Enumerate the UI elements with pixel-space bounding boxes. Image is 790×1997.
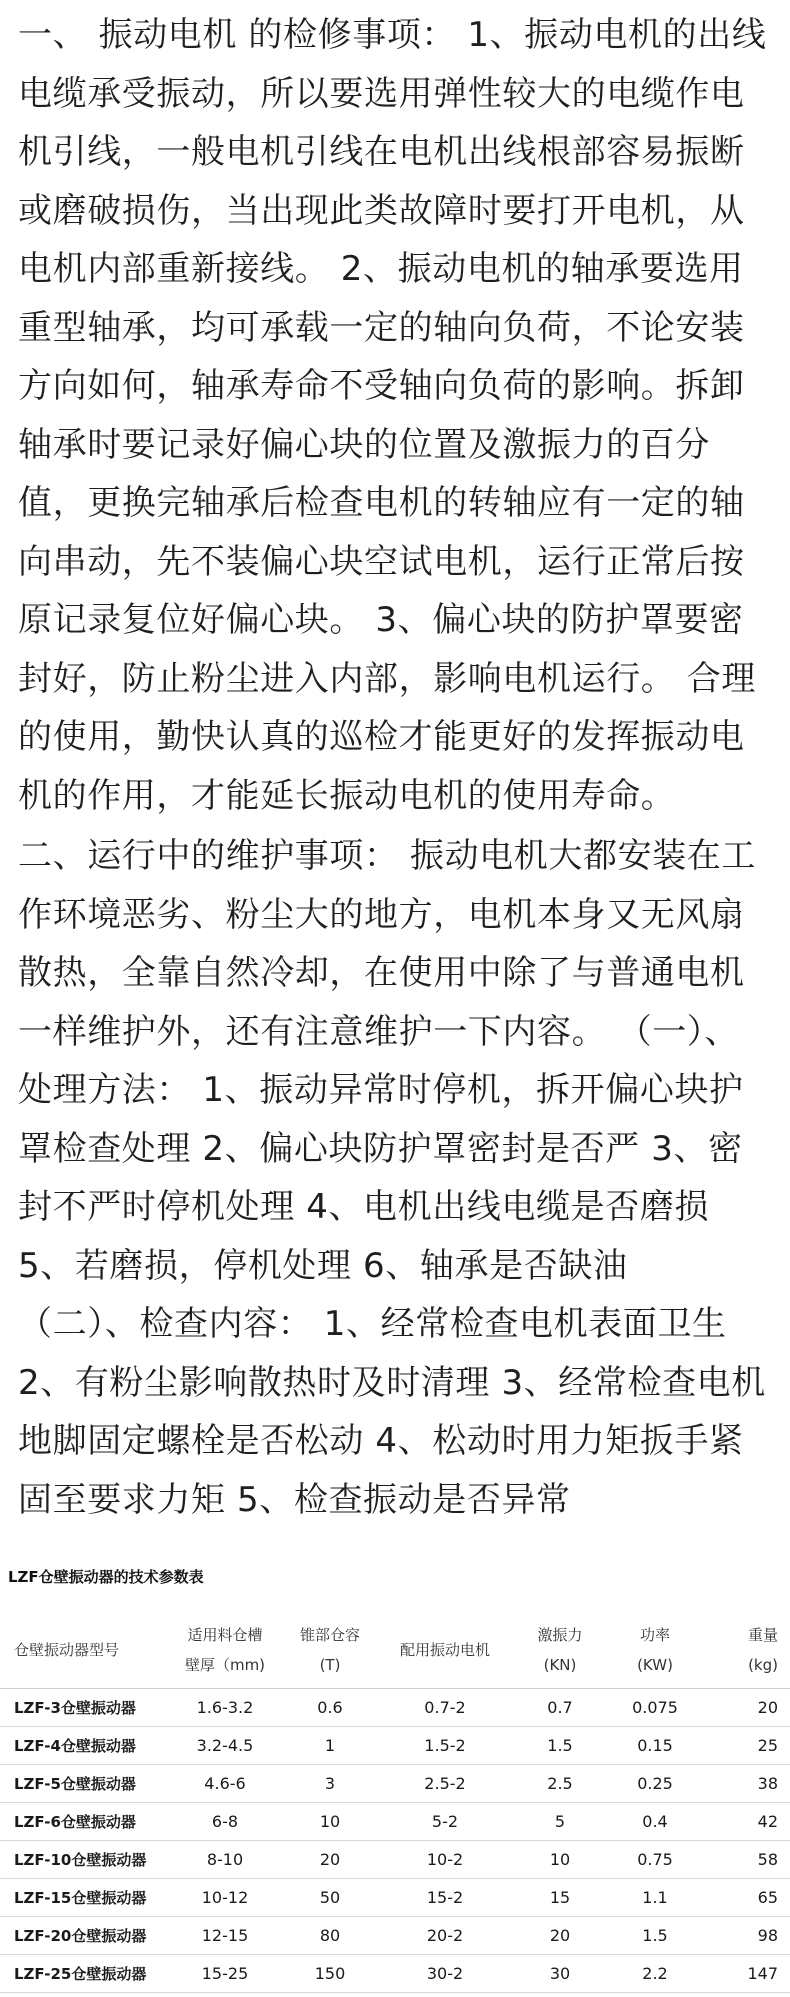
cell-weight: 38 <box>705 1765 790 1803</box>
header-force: 激振力 (KN) <box>515 1612 605 1689</box>
header-wall-thickness: 适用料仓槽 壁厚（mm) <box>165 1612 285 1689</box>
table-row <box>0 1803 790 1841</box>
cell-force: 0.7 <box>515 1689 605 1727</box>
paragraph-operation-maintenance: 二、运行中的维护事项： 振动电机大都安装在工作环境恶劣、粉尘大的地方，电机本身又无风扇散热，全靠自然冷却，在使用中除了与普通电机一样维护外，还有注意维护一下内容。 （一）、处理方法： 1、振动异常时停机，拆开偏心块护罩检查处理 2、偏心块防护罩密封是否严 3、密封不严时停机处理 4、电机出线电缆是否磨损 5、若磨损，停机处理 6、轴承是否缺油 <box>18 836 757 1286</box>
header-model: 仓壁振动器型号 <box>0 1612 165 1689</box>
table-row <box>0 1917 790 1955</box>
cell-capacity: 150 <box>285 1955 375 1993</box>
cell-power: 1.1 <box>605 1879 705 1917</box>
cell-model: LZF-20仓壁振动器 <box>0 1917 165 1955</box>
cell-capacity: 80 <box>285 1917 375 1955</box>
cell-force: 20 <box>515 1917 605 1955</box>
cell-thickness: 3.2-4.5 <box>165 1727 285 1765</box>
table-header-row <box>0 1612 790 1689</box>
cell-motor: 30-2 <box>375 1955 515 1993</box>
cell-force: 10 <box>515 1841 605 1879</box>
cell-capacity: 20 <box>285 1841 375 1879</box>
cell-force: 1.5 <box>515 1727 605 1765</box>
cell-capacity: 3 <box>285 1765 375 1803</box>
cell-capacity: 10 <box>285 1803 375 1841</box>
cell-power: 0.15 <box>605 1727 705 1765</box>
cell-capacity: 1 <box>285 1727 375 1765</box>
cell-thickness: 1.6-3.2 <box>165 1689 285 1727</box>
cell-power: 0.075 <box>605 1689 705 1727</box>
cell-weight: 65 <box>705 1879 790 1917</box>
cell-weight: 25 <box>705 1727 790 1765</box>
cell-force: 30 <box>515 1955 605 1993</box>
cell-weight: 98 <box>705 1917 790 1955</box>
cell-power: 0.75 <box>605 1841 705 1879</box>
cell-power: 0.4 <box>605 1803 705 1841</box>
table-row <box>0 1841 790 1879</box>
table-row <box>0 1765 790 1803</box>
cell-model: LZF-25仓壁振动器 <box>0 1955 165 1993</box>
table-row <box>0 1879 790 1917</box>
cell-model: LZF-10仓壁振动器 <box>0 1841 165 1879</box>
cell-model: LZF-6仓壁振动器 <box>0 1803 165 1841</box>
cell-weight: 58 <box>705 1841 790 1879</box>
header-power: 功率 (KW) <box>605 1612 705 1689</box>
paragraph-maintenance-items: 一、 振动电机 的检修事项： 1、振动电机的出线电缆承受振动，所以要选用弹性较大的电缆作电机引线，一般电机引线在电机出线根部容易振断或磨破损伤，当出现此类故障时要打开电机，从电机内部重新接线。 2、振动电机的轴承要选用重型轴承，均可承载一定的轴向负荷，不论安装方向如何，轴承寿命不受轴向负荷的影响。拆卸轴承时要记录好偏心块的位置及激振力的百分值，更换完轴承后检查电机的转轴应有一定的轴向串动，先不装偏心块空试电机，运行正常后按原记录复位好偏心块。 3、偏心块的防护罩要密封好，防止粉尘进入内部，影响电机运行。 合理的使用，勤快认真的巡检才能更好的发挥振动电机的作用，才能延长振动电机的使用寿命。 <box>18 15 767 816</box>
cell-thickness: 6-8 <box>165 1803 285 1841</box>
table-row <box>0 1955 790 1993</box>
cell-thickness: 10-12 <box>165 1879 285 1917</box>
header-weight: 重量 (kg) <box>705 1612 790 1689</box>
cell-motor: 0.7-2 <box>375 1689 515 1727</box>
spec-table-section <box>0 1550 790 1997</box>
cell-motor: 15-2 <box>375 1879 515 1917</box>
table-title: LZF仓壁振动器的技术参数表 <box>8 1568 204 1586</box>
header-motor: 配用振动电机 <box>375 1612 515 1689</box>
cell-force: 2.5 <box>515 1765 605 1803</box>
table-row <box>0 1727 790 1765</box>
spec-table <box>0 1612 790 1993</box>
cell-weight: 20 <box>705 1689 790 1727</box>
header-cone-capacity: 锥部仓容 (T) <box>285 1612 375 1689</box>
cell-capacity: 0.6 <box>285 1689 375 1727</box>
cell-model: LZF-5仓壁振动器 <box>0 1765 165 1803</box>
cell-force: 15 <box>515 1879 605 1917</box>
cell-weight: 42 <box>705 1803 790 1841</box>
cell-motor: 2.5-2 <box>375 1765 515 1803</box>
cell-motor: 20-2 <box>375 1917 515 1955</box>
cell-motor: 5-2 <box>375 1803 515 1841</box>
cell-power: 0.25 <box>605 1765 705 1803</box>
paragraph-inspection-content: （二）、检查内容： 1、经常检查电机表面卫生 2、有粉尘影响散热时及时清理 3、经常检查电机地脚固定螺栓是否松动 4、松动时用力矩扳手紧固至要求力矩 5、检查振动是否异常 <box>18 1304 766 1520</box>
cell-thickness: 8-10 <box>165 1841 285 1879</box>
table-row <box>0 1689 790 1727</box>
cell-model: LZF-15仓壁振动器 <box>0 1879 165 1917</box>
cell-motor: 1.5-2 <box>375 1727 515 1765</box>
cell-model: LZF-4仓壁振动器 <box>0 1727 165 1765</box>
cell-motor: 10-2 <box>375 1841 515 1879</box>
cell-capacity: 50 <box>285 1879 375 1917</box>
cell-model: LZF-3仓壁振动器 <box>0 1689 165 1727</box>
cell-power: 1.5 <box>605 1917 705 1955</box>
cell-power: 2.2 <box>605 1955 705 1993</box>
cell-thickness: 15-25 <box>165 1955 285 1993</box>
cell-force: 5 <box>515 1803 605 1841</box>
cell-thickness: 4.6-6 <box>165 1765 285 1803</box>
cell-thickness: 12-15 <box>165 1917 285 1955</box>
cell-weight: 147 <box>705 1955 790 1993</box>
